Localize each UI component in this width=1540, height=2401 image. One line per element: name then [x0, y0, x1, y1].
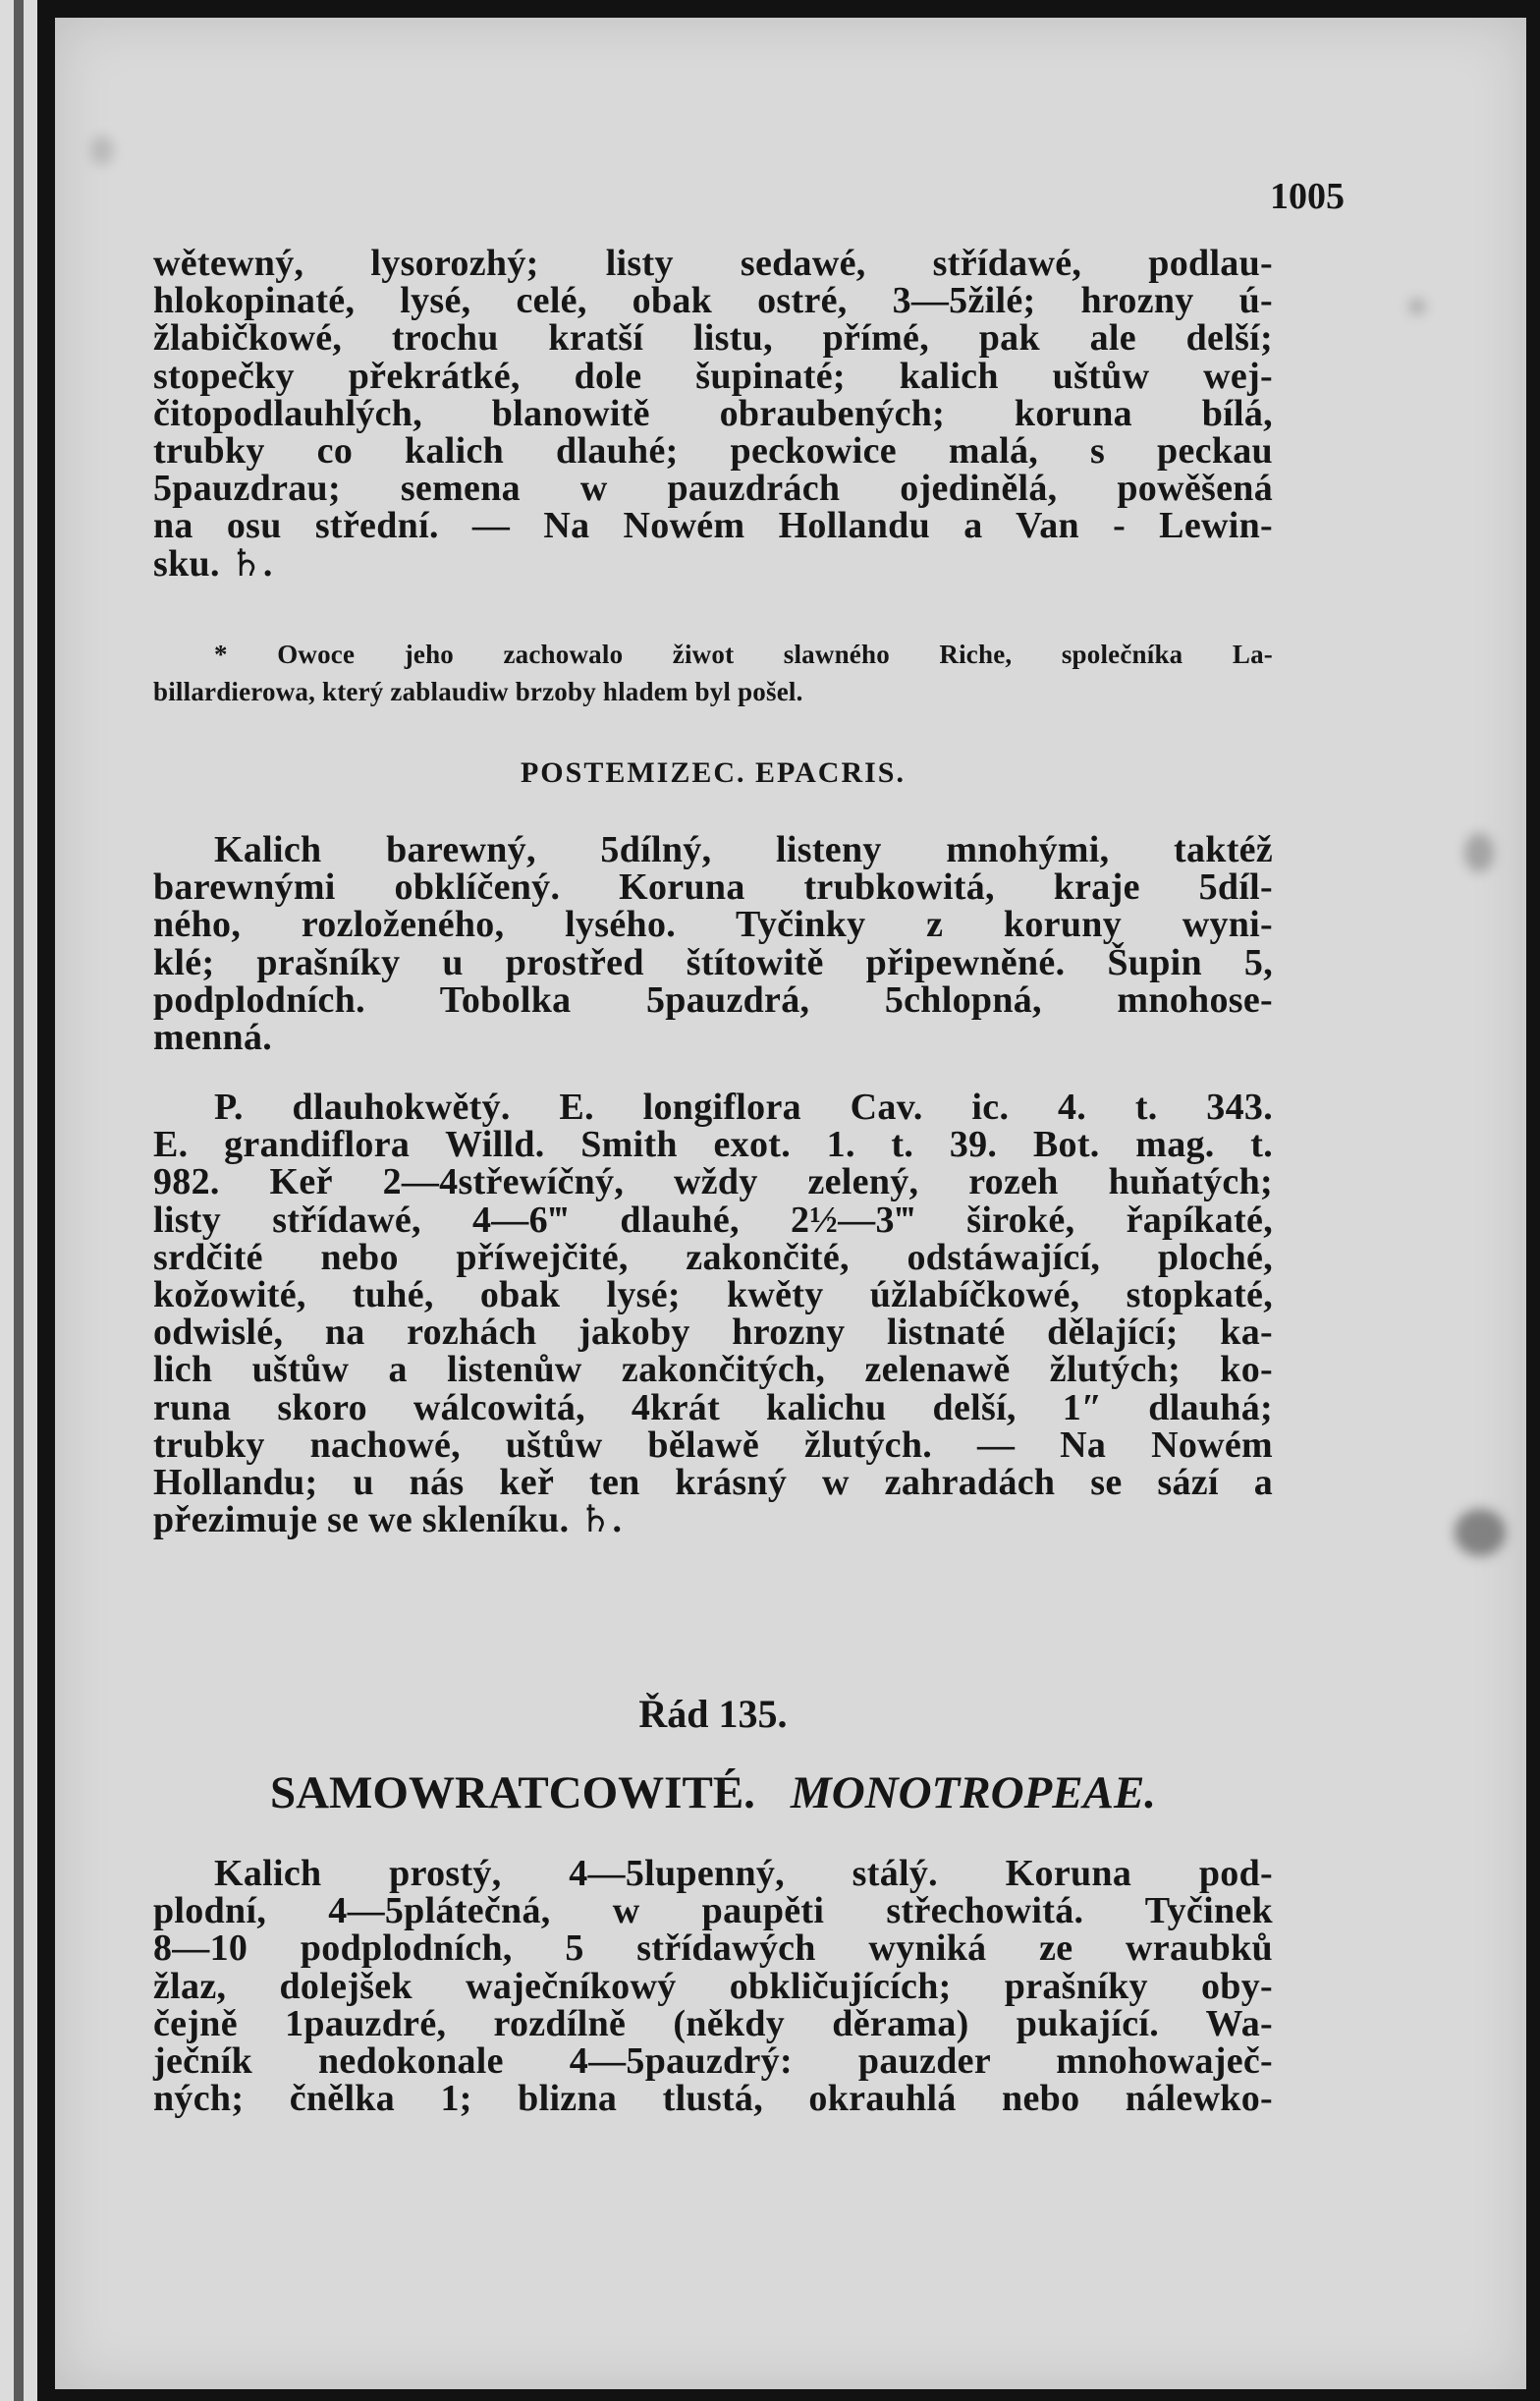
text-line: žlaz, dolejšek waječníkowý obkličujících; prašníky oby- [153, 1965, 1273, 2007]
text-line: ných; čnělka 1; blizna tlustá, okrauhlá nebo nálewko- [153, 2078, 1273, 2120]
text-line: na osu střední. — Na Nowém Hollandu a Van - Lewin- [153, 505, 1273, 547]
order-heading: Řád 135. [638, 1692, 788, 1736]
text-line: 982. Keř 2—4střewíčný, wždy zelený, rozeh huňatých; [153, 1161, 1273, 1203]
genus-heading: POSTEMIZEC. EPACRIS. [520, 756, 906, 789]
family-name-czech: SAMOWRATCOWITÉ. [269, 1767, 755, 1818]
text-line: srdčité nebo příwejčité, zakončité, odstáwající, ploché, [153, 1236, 1273, 1278]
footnote-line: billardierowa, který zablaudiw brzoby hladem byl pošel. [153, 677, 803, 706]
text-line: trubky nachowé, uštůw bělawě žlutých. — Na Nowém [153, 1424, 1273, 1466]
genus-description [153, 829, 1273, 1059]
text-line: žlabičkowé, trochu kratší listu, přímé, pak ale delší; [153, 317, 1273, 360]
ink-blot [1408, 299, 1426, 314]
text-line: odwislé, na rozhách jakoby hrozny listnaté dělající; ka- [153, 1312, 1273, 1354]
text-line: hlokopinaté, lysé, celé, obak ostré, 3—5žilé; hrozny ú- [153, 280, 1273, 322]
text-line: stopečky překrátké, dole šupinaté; kalich uštůw wej- [153, 355, 1273, 397]
footnote-line: * Owoce jeho zachowalo žiwot slawného Riche, společníka La- [214, 640, 1273, 669]
text-line: Hollandu; u nás keř ten krásný w zahradách se sází a [153, 1462, 1273, 1504]
ink-blot [1455, 1509, 1506, 1556]
family-heading [153, 1766, 1273, 1819]
text-line: barewnými obklíčený. Koruna trubkowitá, kraje 5díl- [153, 866, 1273, 909]
text-line: runa skoro wálcowitá, 4krát kalichu delší, 1″ dlauhá; [153, 1386, 1273, 1428]
ink-blot [1464, 833, 1494, 872]
text-line: sku. ♄. [153, 542, 273, 585]
text-line: kožowité, tuhé, obak lysé; kwěty úžlabíčkowé, stopkaté, [153, 1274, 1273, 1316]
text-line: čejně 1pauzdré, rozdílně (někdy děrama) pukající. Wa- [153, 2002, 1273, 2044]
text-line: klé; prašníky u prostřed štítowitě připewněné. Šupin 5, [153, 941, 1273, 983]
text-line: ného, rozloženého, lysého. Tyčinky z koruny wyni- [153, 904, 1273, 946]
text-line: E. grandiflora Willd. Smith exot. 1. t. 39. Bot. mag. t. [153, 1124, 1273, 1166]
text-line: P. dlauhokwětý. E. longiflora Cav. ic. 4. t. 343. [214, 1087, 1273, 1128]
species-description [153, 1087, 1273, 1541]
ink-blot [90, 136, 114, 165]
text-line: 8—10 podplodních, 5 střídawých wyniká ze wraubků [153, 1927, 1273, 1970]
text-line: 5pauzdrau; semena w pauzdrách ojedinělá, powěšená [153, 468, 1273, 510]
text-line: ječník nedokonale 4—5pauzdrý: pauzder mnohowaječ- [153, 2040, 1273, 2083]
text-line: listy střídawé, 4—6‴ dlauhé, 2½—3‴ široké, řapíkaté, [153, 1199, 1273, 1241]
footnote [153, 636, 1273, 710]
text-line: Kalich prostý, 4—5lupenný, stálý. Koruna pod- [214, 1853, 1273, 1894]
text-line: lich uštůw a listenůw zakončitých, zelenawě žlutých; ko- [153, 1349, 1273, 1391]
text-line: čitopodlauhlých, blanowitě obraubených; koruna bílá, [153, 392, 1273, 434]
text-line: plodní, 4—5plátečná, w paupěti střechowitá. Tyčinek [153, 1890, 1273, 1932]
page-number: 1005 [1270, 176, 1345, 217]
text-line: trubky co kalich dlauhé; peckowice malá, s peckau [153, 430, 1273, 473]
text-line: menná. [153, 1017, 273, 1059]
family-name-latin: MONOTROPEAE. [790, 1767, 1157, 1818]
book-page [55, 18, 1526, 2389]
text-line: Kalich barewný, 5dílný, listeny mnohými, taktéž [214, 829, 1273, 870]
text-line: wětewný, lysorozhý; listy sedawé, střídawé, podlau- [153, 243, 1273, 284]
left-page-edge [0, 0, 37, 2401]
text-line: podplodních. Tobolka 5pauzdrá, 5chlopná, mnohose- [153, 978, 1273, 1021]
intro-paragraph [153, 245, 1273, 583]
family-description [153, 1853, 1273, 2120]
text-line: přezimuje se we skleníku. ♄. [153, 1499, 623, 1541]
